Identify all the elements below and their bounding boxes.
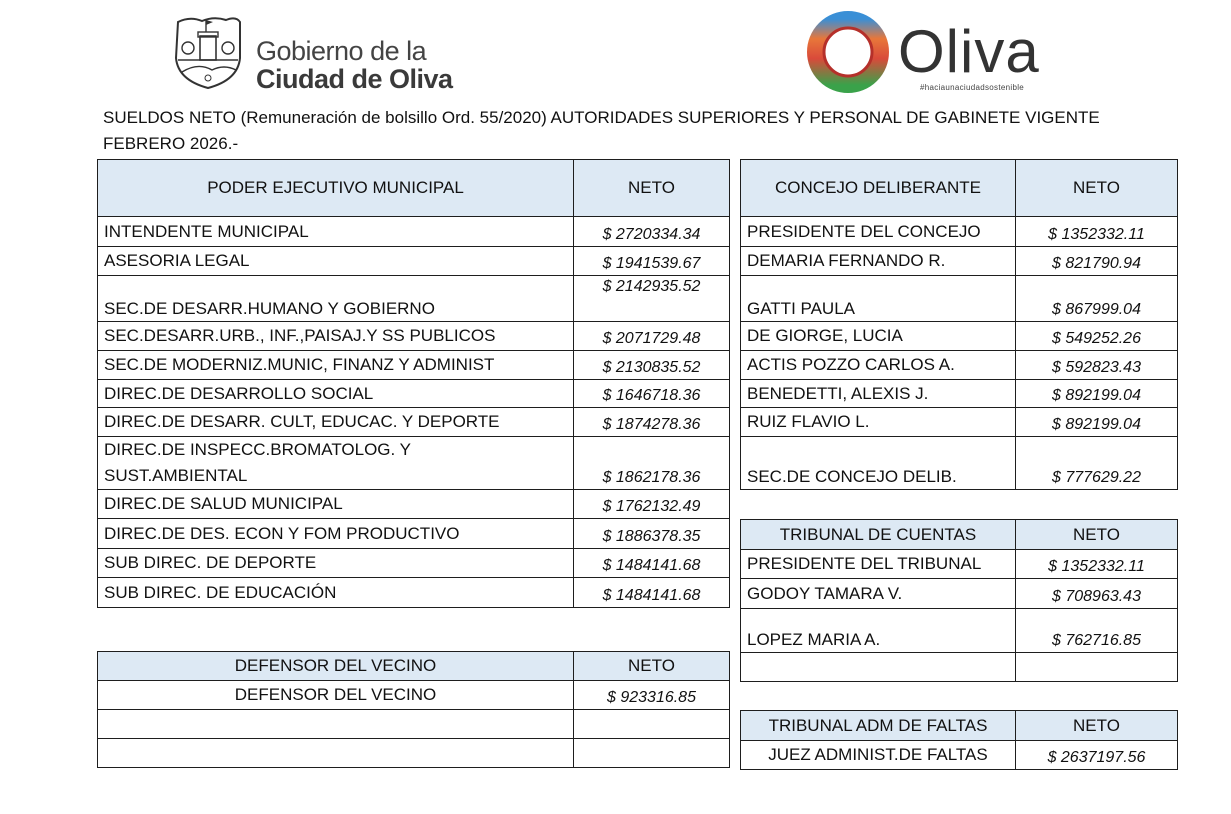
- position-name: ASESORIA LEGAL: [98, 247, 574, 276]
- table-row: [98, 217, 730, 247]
- table-row: [98, 739, 730, 768]
- position-name: DIREC.DE SALUD MUNICIPAL: [98, 490, 574, 519]
- table-row: [98, 322, 730, 351]
- net-salary: $ 2720334.34: [574, 217, 730, 247]
- net-salary: $ 762716.85: [1016, 609, 1178, 653]
- empty-cell: [98, 710, 574, 739]
- position-name-line1: DIREC.DE INSPECC.BROMATOLOG. Y: [104, 440, 412, 459]
- table-row: [98, 681, 730, 710]
- net-salary: $ 1941539.67: [574, 247, 730, 276]
- net-salary: $ 777629.22: [1016, 437, 1178, 490]
- net-salary: $ 1762132.49: [574, 490, 730, 519]
- table-row: [741, 322, 1178, 351]
- oliva-logo: [800, 8, 1070, 98]
- tribunal-cuentas-header: TRIBUNAL DE CUENTAS: [741, 520, 1016, 550]
- position-name: SEC.DE DESARR.HUMANO Y GOBIERNO: [98, 276, 574, 322]
- net-salary: $ 867999.04: [1016, 276, 1178, 322]
- table-header-row: [741, 520, 1178, 550]
- table-row: [98, 276, 730, 322]
- position-name: DIREC.DE DESARR. CULT, EDUCAC. Y DEPORTE: [98, 408, 574, 437]
- net-salary: $ 821790.94: [1016, 247, 1178, 276]
- position-name: SEC.DE MODERNIZ.MUNIC, FINANZ Y ADMINIST: [98, 351, 574, 380]
- tribunal-faltas-header: TRIBUNAL ADM DE FALTAS: [741, 711, 1016, 741]
- table-header-row: [741, 711, 1178, 741]
- table-header-row: [98, 652, 730, 681]
- gobierno-logo-line1: Gobierno de la: [256, 36, 427, 66]
- empty-cell: [1016, 653, 1178, 682]
- table-row: [98, 549, 730, 578]
- gobierno-logo-line2: Ciudad de Oliva: [256, 64, 453, 94]
- table-row: [98, 437, 730, 490]
- position-name: LOPEZ MARIA A.: [741, 609, 1016, 653]
- position-name: INTENDENTE MUNICIPAL: [98, 217, 574, 247]
- table-row: [741, 609, 1178, 653]
- concejo-header: CONCEJO DELIBERANTE: [741, 160, 1016, 217]
- table-row: [741, 579, 1178, 609]
- table-row: [98, 578, 730, 608]
- position-name: BENEDETTI, ALEXIS J.: [741, 380, 1016, 408]
- net-salary: $ 708963.43: [1016, 579, 1178, 609]
- position-name: PRESIDENTE DEL TRIBUNAL: [741, 550, 1016, 579]
- net-salary: $ 549252.26: [1016, 322, 1178, 351]
- castle-crest-icon: [172, 14, 244, 90]
- table-row: [98, 351, 730, 380]
- tribunal-cuentas-table: [740, 519, 1178, 682]
- tribunal-faltas-table: [740, 710, 1178, 770]
- oliva-logo-tagline: #haciaunaciudadsostenible: [920, 83, 1025, 92]
- position-name: SEC.DESARR.URB., INF.,PAISAJ.Y SS PUBLICOS: [98, 322, 574, 351]
- net-salary: $ 892199.04: [1016, 408, 1178, 437]
- position-name-line2: SUST.AMBIENTAL: [104, 466, 248, 485]
- empty-cell: [574, 710, 730, 739]
- net-salary: $ 1646718.36: [574, 380, 730, 408]
- net-salary: $ 1484141.68: [574, 578, 730, 608]
- table-header-row: [98, 160, 730, 217]
- neto-header: NETO: [1016, 520, 1178, 550]
- ejecutivo-header: PODER EJECUTIVO MUNICIPAL: [98, 160, 574, 217]
- ejecutivo-table: [97, 159, 730, 608]
- empty-cell: [98, 739, 574, 768]
- position-name: RUIZ FLAVIO L.: [741, 408, 1016, 437]
- position-name: GATTI PAULA: [741, 276, 1016, 322]
- title-line2: FEBRERO 2026.-: [103, 134, 239, 153]
- position-name: ACTIS POZZO CARLOS A.: [741, 351, 1016, 380]
- net-salary: $ 2071729.48: [574, 322, 730, 351]
- table-row: [98, 710, 730, 739]
- table-row: [741, 741, 1178, 770]
- position-name: DEMARIA FERNANDO R.: [741, 247, 1016, 276]
- table-row: [741, 247, 1178, 276]
- position-name: SEC.DE CONCEJO DELIB.: [741, 437, 1016, 490]
- table-row: [98, 247, 730, 276]
- net-salary: $ 923316.85: [574, 681, 730, 710]
- position-name: [98, 437, 574, 490]
- table-row: [741, 408, 1178, 437]
- position-name: SUB DIREC. DE EDUCACIÓN: [98, 578, 574, 608]
- table-row: [741, 380, 1178, 408]
- neto-header: NETO: [574, 652, 730, 681]
- table-row: [98, 519, 730, 549]
- empty-cell: [741, 653, 1016, 682]
- table-row: [741, 550, 1178, 579]
- defensor-header: DEFENSOR DEL VECINO: [98, 652, 574, 681]
- title-line1: SUELDOS NETO (Remuneración de bolsillo Ord. 55/2020) AUTORIDADES SUPERIORES Y PERSONAL DE GABINETE VIGENTE: [103, 108, 1100, 127]
- net-salary: $ 2637197.56: [1016, 741, 1178, 770]
- position-name: GODOY TAMARA V.: [741, 579, 1016, 609]
- table-row: [741, 437, 1178, 490]
- page-title: [103, 105, 1203, 157]
- table-row: [741, 276, 1178, 322]
- defensor-table: [97, 651, 730, 768]
- table-row: [98, 490, 730, 519]
- neto-header: NETO: [1016, 160, 1178, 217]
- net-salary: $ 1886378.35: [574, 519, 730, 549]
- net-salary: $ 1484141.68: [574, 549, 730, 578]
- position-name: JUEZ ADMINIST.DE FALTAS: [741, 741, 1016, 770]
- net-salary: $ 1352332.11: [1016, 217, 1178, 247]
- net-salary: $ 2130835.52: [574, 351, 730, 380]
- position-name: DE GIORGE, LUCIA: [741, 322, 1016, 351]
- table-row: [98, 380, 730, 408]
- net-salary: $ 1352332.11: [1016, 550, 1178, 579]
- neto-header: NETO: [574, 160, 730, 217]
- empty-cell: [574, 739, 730, 768]
- net-salary: $ 1862178.36: [574, 437, 730, 490]
- net-salary: $ 892199.04: [1016, 380, 1178, 408]
- position-name: DIREC.DE DESARROLLO SOCIAL: [98, 380, 574, 408]
- table-row: [741, 351, 1178, 380]
- table-header-row: [741, 160, 1178, 217]
- concejo-table: [740, 159, 1178, 490]
- table-row: [741, 653, 1178, 682]
- gobierno-logo: [172, 14, 462, 92]
- net-salary: $ 1874278.36: [574, 408, 730, 437]
- position-name: DIREC.DE DES. ECON Y FOM PRODUCTIVO: [98, 519, 574, 549]
- table-row: [98, 408, 730, 437]
- oliva-logo-word: Oliva: [898, 18, 1040, 85]
- position-name: SUB DIREC. DE DEPORTE: [98, 549, 574, 578]
- circle-ring-logo-icon: [806, 10, 890, 94]
- net-salary: $ 592823.43: [1016, 351, 1178, 380]
- position-name: PRESIDENTE DEL CONCEJO: [741, 217, 1016, 247]
- position-name: DEFENSOR DEL VECINO: [98, 681, 574, 710]
- net-salary: $ 2142935.52: [574, 276, 730, 322]
- table-row: [741, 217, 1178, 247]
- neto-header: NETO: [1016, 711, 1178, 741]
